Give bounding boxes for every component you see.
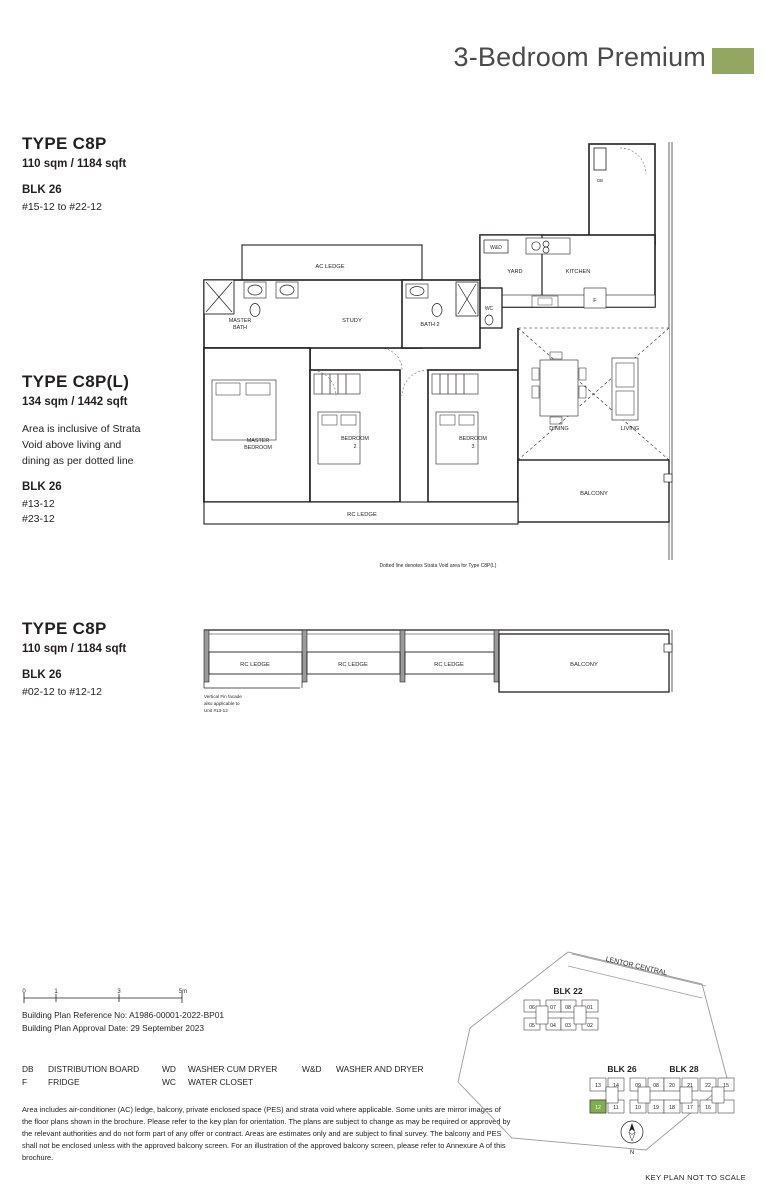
building-plan-meta	[22, 1009, 224, 1034]
bp-reference: Building Plan Reference No: A1986-00001-2022-BP01	[22, 1010, 225, 1020]
legend-text: WATER CLOSET	[188, 1077, 254, 1087]
keyplan-unit-04: 04	[550, 1023, 556, 1029]
keyplan-unit-14: 14	[613, 1083, 619, 1089]
unit-type-label: TYPE C8P	[22, 619, 107, 638]
plan-label-master-bath-2: BATH	[233, 325, 247, 331]
keyplan-unit-06: 06	[529, 1005, 535, 1011]
plan-label-bath2: BATH 2	[420, 322, 440, 328]
page-title: 3-Bedroom Premium	[453, 42, 706, 72]
unit-type-label: TYPE C8P(L)	[22, 372, 130, 391]
legend-text: FRIDGE	[48, 1077, 80, 1087]
plan-label-dining: DINING	[549, 426, 569, 432]
keyplan-road-label: LENTOR CENTRAL	[604, 956, 668, 978]
plan-label-rc-ledge-3: RC LEDGE	[434, 662, 464, 668]
legend-item-fridge	[22, 1077, 162, 1087]
keyplan-unit-11: 11	[613, 1105, 619, 1111]
scale-tick-5m: 5m	[178, 989, 188, 995]
unit-area-label: 110 sqm / 1184 sqft	[22, 643, 127, 655]
unit-area-label: 134 sqm / 1442 sqft	[22, 396, 128, 408]
key-plan-caption: KEY PLAN NOT TO SCALE	[645, 1173, 746, 1182]
unit-info-c8p-lower	[22, 619, 126, 700]
plan-label-bedroom2-2: 2	[353, 444, 357, 450]
legend-abbr: F	[22, 1077, 28, 1087]
legend-abbr: W&D	[302, 1064, 322, 1074]
keyplan-unit-15: 15	[723, 1083, 729, 1089]
unit-stack-label-2: #23-12	[22, 513, 55, 526]
plan-label-balcony-lower: BALCONY	[570, 662, 598, 668]
unit-type-label: TYPE C8P	[22, 134, 107, 153]
keyplan-unit-19: 19	[653, 1105, 659, 1111]
keyplan-unit-18: 18	[669, 1105, 675, 1111]
keyplan-unit-05: 05	[529, 1023, 535, 1029]
keyplan-unit-20: 20	[669, 1083, 675, 1089]
keyplan-unit-17: 17	[687, 1105, 693, 1111]
plan-label-wc: WC	[484, 306, 494, 312]
unit-info-c8p-upper	[22, 134, 126, 215]
plan-label-bedroom3-1: BEDROOM	[459, 436, 487, 442]
legend-item-wd	[162, 1064, 302, 1074]
fin-note-line3: Unit #13-12	[204, 708, 228, 713]
plan-label-rc-ledge-2: RC LEDGE	[338, 662, 368, 668]
keyplan-unit-07: 07	[550, 1005, 556, 1011]
scale-tick-3: 3	[117, 989, 121, 995]
plan-label-rc-ledge-1: RC LEDGE	[240, 662, 270, 668]
keyplan-blk28-label: BLK 28	[669, 1064, 699, 1074]
unit-stack-label-1: #13-12	[22, 498, 55, 511]
scale-bar	[22, 988, 192, 1010]
legend-abbr: WD	[162, 1064, 176, 1074]
unit-block-label: BLK 26	[22, 481, 62, 494]
keyplan-blk26-label: BLK 26	[607, 1064, 637, 1074]
unit-stack-label: #15-12 to #22-12	[22, 201, 102, 213]
plan-label-wd: W&D	[490, 245, 502, 251]
keyplan-unit-22: 22	[705, 1083, 711, 1089]
plan-label-yard: YARD	[507, 269, 523, 275]
keyplan-blk22-label: BLK 22	[553, 986, 583, 996]
plan-label-living: LIVING	[620, 426, 640, 432]
unit-block-label: BLK 26	[22, 669, 62, 681]
plan-label-study: STUDY	[342, 318, 362, 324]
keyplan-unit-21: 21	[687, 1083, 693, 1089]
keyplan-unit-10: 10	[635, 1105, 641, 1111]
keyplan-unit-01: 01	[587, 1005, 593, 1011]
plan-label-ac-ledge: AC LEDGE	[315, 264, 345, 270]
svg-text:DB: DB	[597, 178, 603, 183]
north-label: N	[629, 1150, 635, 1156]
plan-label-balcony: BALCONY	[580, 491, 608, 497]
legend-text: WASHER CUM DRYER	[188, 1064, 278, 1074]
strata-void-note: Area is inclusive of Strata Void above living and dining as per dotted line	[22, 423, 141, 467]
plan-label-master-bedroom-2: BEDROOM	[244, 445, 272, 451]
disclaimer-text: Area includes air-conditioner (AC) ledge, balcony, private enclosed space (PES) and strata void where applicable. Some units are mirror images of the floor plans shown in the brochure. Please refer to the key plan for orientation. The plans are subject to change as may be required or approved by the relevant authorities and do not form part of any offer or contract. Areas are estimates only and are subject to final survey. The balcony and PES shall not be enclosed unless with the approved balcony screen. For an illustration of the approved balcony screen, please refer to Annexure A of this brochure.	[22, 1105, 511, 1162]
unit-info-c8pl	[22, 372, 152, 528]
bp-approval: Building Plan Approval Date: 29 September 2023	[22, 1022, 205, 1033]
main-floorplan	[180, 130, 690, 580]
key-plan	[450, 932, 750, 1172]
legend-abbr: WC	[162, 1077, 176, 1087]
keyplan-unit-16: 16	[705, 1105, 711, 1111]
unit-block-label: BLK 26	[22, 184, 62, 196]
lower-floorplan	[180, 612, 690, 722]
plan-label-kitchen: KITCHEN	[565, 269, 591, 275]
keyplan-unit-12: 12	[595, 1105, 601, 1111]
fin-note-line1: Vertical Fin facade	[204, 694, 242, 699]
plan-label-rc-ledge: RC LEDGE	[347, 512, 377, 518]
plan-label-bedroom2-1: BEDROOM	[341, 436, 369, 442]
legend-text: WASHER AND DRYER	[336, 1064, 424, 1074]
keyplan-unit-08b: 08	[653, 1083, 659, 1089]
fin-note-line2: also applicable to	[204, 701, 240, 706]
legend-item-wc	[162, 1077, 302, 1087]
keyplan-unit-08: 08	[565, 1005, 571, 1011]
strata-void-caption: Dotted line denotes Strata Void area for Type C8P(L)	[379, 563, 497, 569]
unit-stack-label: #02-12 to #12-12	[22, 686, 102, 698]
keyplan-unit-02: 02	[587, 1023, 593, 1029]
legend-abbr: DB	[22, 1064, 34, 1074]
keyplan-unit-13: 13	[595, 1083, 601, 1089]
plan-label-master-bath-1: MASTER	[228, 318, 252, 324]
plan-label-bedroom3-2: 3	[471, 444, 475, 450]
keyplan-unit-03: 03	[565, 1023, 571, 1029]
keyplan-unit-09: 09	[635, 1083, 641, 1089]
scale-tick-1: 1	[54, 989, 58, 995]
header-accent-swatch	[712, 48, 754, 74]
plan-label-master-bedroom-1: MASTER	[246, 438, 270, 444]
plan-label-fridge: F	[593, 298, 597, 304]
unit-area-label: 110 sqm / 1184 sqft	[22, 158, 127, 170]
legend-item-db	[22, 1064, 162, 1074]
scale-tick-0: 0	[22, 989, 26, 995]
legend-text: DISTRIBUTION BOARD	[48, 1064, 140, 1074]
